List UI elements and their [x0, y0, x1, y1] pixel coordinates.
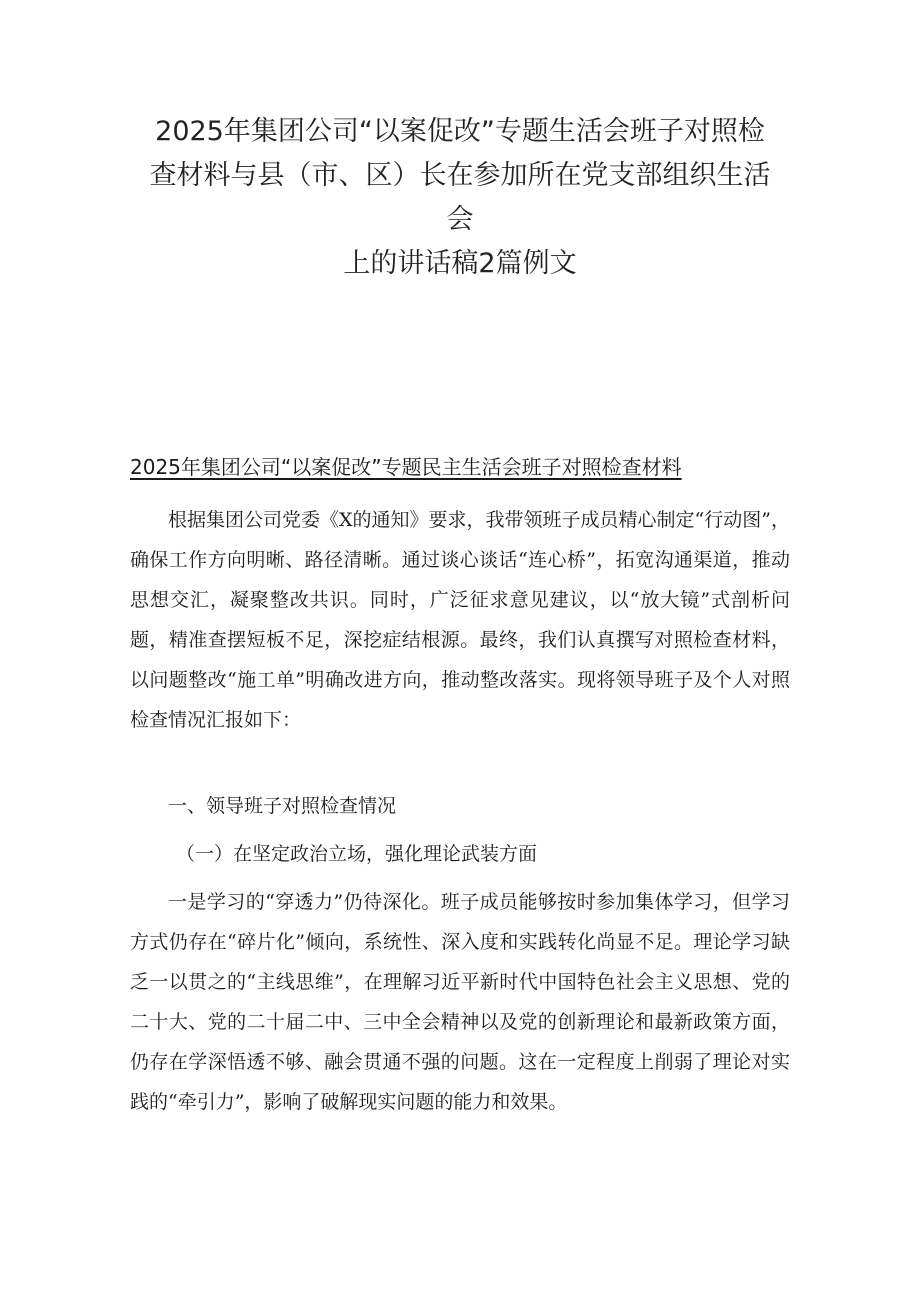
title-line-3: 会	[446, 204, 474, 235]
title-line-4: 上的讲话稿2篇例文	[343, 248, 577, 279]
document-title	[100, 110, 820, 286]
intro-paragraph-text: 根据集团公司党委《X的通知》要求，我带领班子成员精心制定“行动图”，确保工作方向明晰、路径清晰。通过谈心谈话“连心桥”，拓宽沟通渠道，推动思想交汇，凝聚整改共识。同时，广泛征求意见建议，以“放大镜”式剖析问题，精准查摆短板不足，深挖症结根源。最终，我们认真撰写对照检查材料，以问题整改“施工单”明确改进方向，推动整改落实。现将领导班子及个人对照检查情况汇报如下：	[130, 509, 790, 731]
subsection-heading: （一）在坚定政治立场，强化理论武装方面	[176, 843, 538, 865]
title-line-1: 2025年集团公司“以案促改”专题生活会班子对照检	[155, 116, 765, 147]
title-line-2: 查材料与县（市、区）长在参加所在党支部组织生活	[149, 160, 771, 191]
point-paragraph-text: 一是学习的“穿透力”仍待深化。班子成员能够按时参加集体学习，但学习方式仍存在“碎片化”倾向，系统性、深入度和实践转化尚显不足。理论学习缺乏一以贯之的“主线思维”，在理解习近平新时代中国特色社会主义思想、党的二十大、党的二十届二中、三中全会精神以及党的创新理论和最新政策方面，仍存在学深悟透不够、融会贯通不强的问题。这在一定程度上削弱了理论对实践的“牵引力”，影响了破解现实问题的能力和效果。	[130, 891, 790, 1113]
intro-paragraph	[130, 500, 790, 740]
section-heading-link[interactable]: 2025年集团公司“以案促改”专题民主生活会班子对照检查材料	[130, 455, 682, 479]
point-paragraph	[130, 882, 790, 1122]
section-heading: 一、领导班子对照检查情况	[168, 795, 397, 817]
